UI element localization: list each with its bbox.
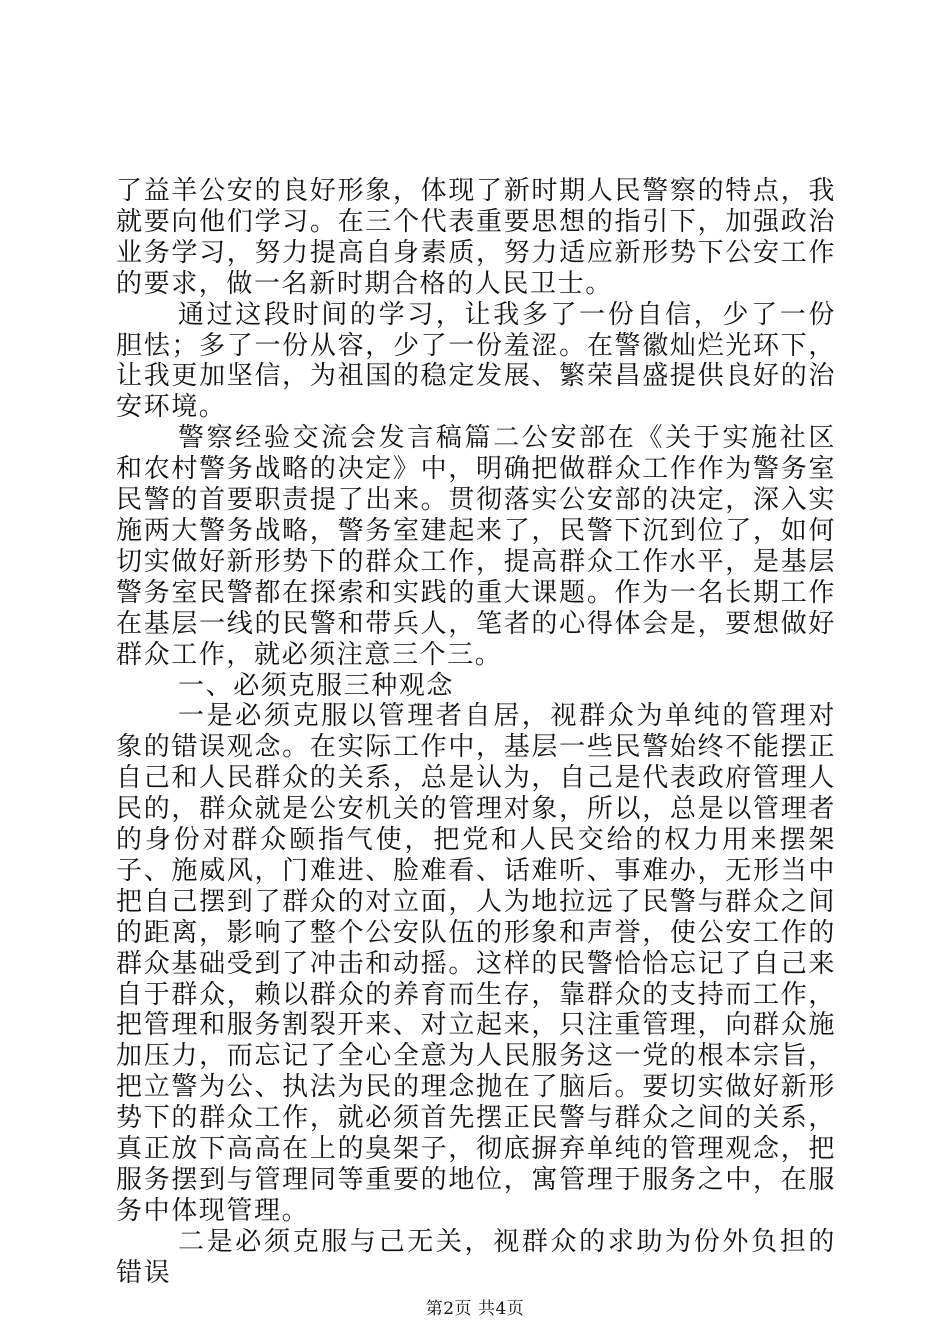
page-number: 第2页 共4页 [425, 1299, 525, 1319]
paragraph-2: 通过这段时间的学习，让我多了一份自信，少了一份胆怯；多了一份从容，少了一份羞涩。在警徽灿烂光环下，让我更加坚信，为祖国的稳定发展、繁荣昌盛提供良好的治安环境。 [116, 299, 836, 423]
paragraph-1: 了益羊公安的良好形象，体现了新时期人民警察的特点，我就要向他们学习。在三个代表重要思想的指引下，加强政治业务学习，努力提高自身素质，努力适应新形势下公安工作的要求，做一名新时期合格的人民卫士。 [116, 176, 836, 299]
paragraph-3: 警察经验交流会发言稿篇二公安部在《关于实施社区和农村警务战略的决定》中，明确把做群众工作作为警务室民警的首要职责提了出来。贯彻落实公安部的决定，深入实施两大警务战略，警务室建起来了，民警下沉到位了，如何切实做好新形势下的群众工作，提高群众工作水平，是基层警务室民警都在探索和实践的重大课题。作为一名长期工作在基层一线的民警和带兵人，笔者的心得体会是，要想做好群众工作，就必须注意三个三。 [116, 423, 836, 670]
document-body [116, 176, 836, 1289]
paragraph-4: 一是必须克服以管理者自居，视群众为单纯的管理对象的错误观念。在实际工作中，基层一些民警始终不能摆正自己和人民群众的关系，总是认为，自己是代表政府管理人民的，群众就是公安机关的管理对象，所以，总是以管理者的身份对群众颐指气使，把党和人民交给的权力用来摆架子、施威风，门难进、脸难看、话难听、事难办，无形当中把自己摆到了群众的对立面，人为地拉远了民警与群众之间的距离，影响了整个公安队伍的形象和声誉，使公安工作的群众基础受到了冲击和动摇。这样的民警恰恰忘记了自己来自于群众，赖以群众的养育而生存，靠群众的支持而工作，把管理和服务割裂开来、对立起来，只注重管理，向群众施加压力，而忘记了全心全意为人民服务这一党的根本宗旨，把立警为公、执法为民的理念抛在了脑后。要切实做好新形势下的群众工作，就必须首先摆正民警与群众之间的关系，真正放下高高在上的臭架子，彻底摒弃单纯的管理观念，把服务摆到与管理同等重要的地位，寓管理于服务之中，在服务中体现管理。 [116, 701, 836, 1226]
paragraph-5: 二是必须克服与己无关，视群众的求助为份外负担的错误 [116, 1226, 836, 1288]
section-heading: 一、必须克服三种观念 [178, 670, 455, 701]
